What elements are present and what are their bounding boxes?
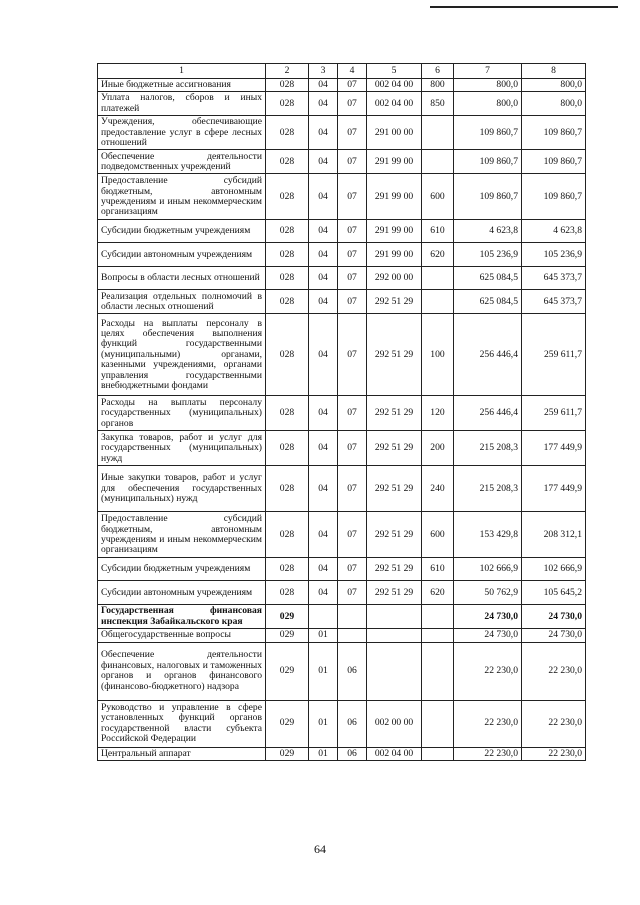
cell-section: 04 (309, 267, 338, 290)
cell-expense-type: 600 (422, 174, 454, 220)
cell-target-article: 291 00 00 (367, 116, 422, 150)
table-row (98, 431, 586, 466)
cell-expense-type: 610 (422, 220, 454, 243)
cell-name: Центральный аппарат (98, 747, 266, 760)
cell-amount-year1: 50 762,9 (454, 581, 522, 605)
cell-amount-year2: 22 230,0 (522, 700, 586, 747)
cell-subsection: 07 (338, 466, 367, 512)
cell-expense-type (422, 116, 454, 150)
cell-target-article: 002 00 00 (367, 700, 422, 747)
cell-amount-year2: 4 623,8 (522, 220, 586, 243)
cell-target-article: 291 99 00 (367, 150, 422, 174)
cell-amount-year2: 109 860,7 (522, 116, 586, 150)
cell-target-article: 002 04 00 (367, 92, 422, 116)
cell-section: 04 (309, 512, 338, 558)
budget-table (97, 63, 586, 761)
cell-expense-type: 600 (422, 512, 454, 558)
cell-subsection: 07 (338, 558, 367, 581)
cell-subsection: 06 (338, 747, 367, 760)
cell-expense-type: 620 (422, 581, 454, 605)
cell-amount-year2: 109 860,7 (522, 174, 586, 220)
cell-target-article: 292 51 29 (367, 512, 422, 558)
cell-name: Иные бюджетные ассигнования (98, 79, 266, 92)
cell-target-article: 292 51 29 (367, 581, 422, 605)
cell-amount-year2: 105 236,9 (522, 243, 586, 267)
cell-amount-year1: 105 236,9 (454, 243, 522, 267)
cell-subsection: 07 (338, 431, 367, 466)
table-row (98, 116, 586, 150)
cell-target-article: 002 04 00 (367, 79, 422, 92)
cell-section: 04 (309, 79, 338, 92)
header-cell: 4 (338, 64, 367, 79)
cell-expense-type (422, 267, 454, 290)
cell-amount-year1: 800,0 (454, 79, 522, 92)
cell-admin-code: 029 (266, 700, 309, 747)
cell-amount-year1: 256 446,4 (454, 314, 522, 396)
header-cell: 3 (309, 64, 338, 79)
cell-admin-code: 028 (266, 431, 309, 466)
table-row (98, 396, 586, 431)
cell-expense-type: 610 (422, 558, 454, 581)
cell-amount-year2: 22 230,0 (522, 642, 586, 700)
table-row (98, 605, 586, 629)
cell-expense-type: 240 (422, 466, 454, 512)
cell-admin-code: 028 (266, 396, 309, 431)
cell-target-article: 292 51 29 (367, 290, 422, 314)
cell-name: Обеспечение деятельности подведомственных учреждений (98, 150, 266, 174)
cell-expense-type (422, 605, 454, 629)
cell-amount-year1: 22 230,0 (454, 700, 522, 747)
table-row (98, 747, 586, 760)
cell-section: 04 (309, 558, 338, 581)
cell-section: 01 (309, 642, 338, 700)
cell-amount-year1: 22 230,0 (454, 747, 522, 760)
cell-amount-year1: 625 084,5 (454, 267, 522, 290)
cell-target-article: 292 51 29 (367, 314, 422, 396)
table-row (98, 700, 586, 747)
table-row (98, 79, 586, 92)
table-row (98, 290, 586, 314)
cell-amount-year2: 800,0 (522, 79, 586, 92)
cell-amount-year1: 24 730,0 (454, 605, 522, 629)
cell-admin-code: 029 (266, 747, 309, 760)
cell-admin-code: 028 (266, 92, 309, 116)
cell-expense-type (422, 747, 454, 760)
header-row (98, 64, 586, 79)
cell-amount-year2: 208 312,1 (522, 512, 586, 558)
header-cell: 8 (522, 64, 586, 79)
cell-amount-year1: 102 666,9 (454, 558, 522, 581)
table-row (98, 92, 586, 116)
cell-admin-code: 028 (266, 558, 309, 581)
cell-name: Учреждения, обеспечивающие предоставление услуг в сфере лесных отношений (98, 116, 266, 150)
cell-target-article (367, 605, 422, 629)
table-row (98, 642, 586, 700)
cell-subsection: 06 (338, 700, 367, 747)
cell-target-article: 292 51 29 (367, 558, 422, 581)
table-row (98, 243, 586, 267)
cell-subsection (338, 629, 367, 642)
cell-name: Закупка товаров, работ и услуг для государственных (муниципальных) нужд (98, 431, 266, 466)
header-cell: 1 (98, 64, 266, 79)
table-row (98, 174, 586, 220)
cell-name: Обеспечение деятельности финансовых, налоговых и таможенных органов и органов финансового (финансово-бюджетного) надзора (98, 642, 266, 700)
cell-section: 04 (309, 581, 338, 605)
table-row (98, 581, 586, 605)
cell-admin-code: 028 (266, 314, 309, 396)
table-row (98, 220, 586, 243)
cell-amount-year2: 105 645,2 (522, 581, 586, 605)
cell-expense-type: 120 (422, 396, 454, 431)
cell-amount-year1: 215 208,3 (454, 431, 522, 466)
cell-admin-code: 028 (266, 581, 309, 605)
cell-admin-code: 029 (266, 605, 309, 629)
cell-admin-code: 028 (266, 116, 309, 150)
cell-amount-year2: 177 449,9 (522, 466, 586, 512)
table-row (98, 267, 586, 290)
cell-amount-year2: 645 373,7 (522, 290, 586, 314)
cell-admin-code: 029 (266, 629, 309, 642)
cell-target-article: 292 51 29 (367, 431, 422, 466)
cell-subsection: 07 (338, 314, 367, 396)
cell-subsection: 07 (338, 116, 367, 150)
header-cell: 5 (367, 64, 422, 79)
cell-target-article: 291 99 00 (367, 220, 422, 243)
cell-subsection: 07 (338, 220, 367, 243)
cell-subsection: 07 (338, 92, 367, 116)
cell-name: Субсидии автономным учреждениям (98, 581, 266, 605)
table-row (98, 629, 586, 642)
cell-section: 01 (309, 700, 338, 747)
cell-amount-year1: 256 446,4 (454, 396, 522, 431)
cell-section: 04 (309, 92, 338, 116)
cell-section: 04 (309, 396, 338, 431)
cell-amount-year2: 259 611,7 (522, 396, 586, 431)
cell-section: 04 (309, 116, 338, 150)
cell-subsection: 06 (338, 642, 367, 700)
header-cell: 2 (266, 64, 309, 79)
cell-name: Предоставление субсидий бюджетным, автономным учреждениям и иным некоммерческим организациям (98, 174, 266, 220)
cell-amount-year2: 102 666,9 (522, 558, 586, 581)
header-cell: 7 (454, 64, 522, 79)
cell-section: 04 (309, 243, 338, 267)
cell-subsection: 07 (338, 581, 367, 605)
cell-amount-year1: 109 860,7 (454, 150, 522, 174)
cell-subsection: 07 (338, 150, 367, 174)
cell-amount-year2: 24 730,0 (522, 605, 586, 629)
cell-expense-type (422, 642, 454, 700)
cell-amount-year2: 177 449,9 (522, 431, 586, 466)
cell-name: Субсидии автономным учреждениям (98, 243, 266, 267)
cell-admin-code: 028 (266, 220, 309, 243)
cell-section: 04 (309, 314, 338, 396)
cell-admin-code: 028 (266, 512, 309, 558)
cell-section (309, 605, 338, 629)
cell-name: Реализация отдельных полномочий в области лесных отношений (98, 290, 266, 314)
cell-section: 01 (309, 747, 338, 760)
cell-amount-year2: 259 611,7 (522, 314, 586, 396)
cell-subsection: 07 (338, 243, 367, 267)
cell-admin-code: 029 (266, 642, 309, 700)
cell-amount-year1: 215 208,3 (454, 466, 522, 512)
cell-name: Руководство и управление в сфере установленных функций органов государственной власти субъекта Российской Федерации (98, 700, 266, 747)
cell-section: 01 (309, 629, 338, 642)
cell-name: Общегосударственные вопросы (98, 629, 266, 642)
cell-subsection: 07 (338, 396, 367, 431)
cell-target-article: 291 99 00 (367, 243, 422, 267)
cell-expense-type: 100 (422, 314, 454, 396)
cell-section: 04 (309, 290, 338, 314)
table-row (98, 558, 586, 581)
cell-target-article (367, 642, 422, 700)
cell-name: Иные закупки товаров, работ и услуг для обеспечения государственных (муниципальных) нужд (98, 466, 266, 512)
cell-name: Расходы на выплаты персоналу в целях обеспечения выполнения функций государственными (муниципальными) органами, казенными учреждениями, органами управления государственными внебюджетными фондами (98, 314, 266, 396)
cell-target-article: 002 04 00 (367, 747, 422, 760)
table-row (98, 314, 586, 396)
cell-expense-type (422, 700, 454, 747)
cell-amount-year2: 800,0 (522, 92, 586, 116)
cell-name: Субсидии бюджетным учреждениям (98, 220, 266, 243)
cell-amount-year1: 109 860,7 (454, 116, 522, 150)
cell-admin-code: 028 (266, 290, 309, 314)
cell-amount-year1: 153 429,8 (454, 512, 522, 558)
cell-amount-year2: 24 730,0 (522, 629, 586, 642)
page-number: 64 (314, 842, 326, 856)
cell-section: 04 (309, 220, 338, 243)
cell-admin-code: 028 (266, 267, 309, 290)
cell-admin-code: 028 (266, 243, 309, 267)
cell-target-article: 292 51 29 (367, 466, 422, 512)
cell-amount-year1: 22 230,0 (454, 642, 522, 700)
cell-section: 04 (309, 150, 338, 174)
cell-amount-year1: 109 860,7 (454, 174, 522, 220)
cell-expense-type: 620 (422, 243, 454, 267)
table-row (98, 512, 586, 558)
cell-name: Предоставление субсидий бюджетным, автономным учреждениям и иным некоммерческим организациям (98, 512, 266, 558)
cell-name: Субсидии бюджетным учреждениям (98, 558, 266, 581)
cell-subsection (338, 605, 367, 629)
cell-expense-type (422, 290, 454, 314)
cell-expense-type: 200 (422, 431, 454, 466)
cell-name: Государственная финансовая инспекция Забайкальского края (98, 605, 266, 629)
cell-amount-year2: 22 230,0 (522, 747, 586, 760)
cell-amount-year2: 645 373,7 (522, 267, 586, 290)
cell-name: Вопросы в области лесных отношений (98, 267, 266, 290)
cell-section: 04 (309, 174, 338, 220)
cell-name: Уплата налогов, сборов и иных платежей (98, 92, 266, 116)
cell-amount-year1: 4 623,8 (454, 220, 522, 243)
cell-admin-code: 028 (266, 466, 309, 512)
cell-subsection: 07 (338, 79, 367, 92)
top-rule (430, 6, 618, 8)
cell-admin-code: 028 (266, 150, 309, 174)
cell-target-article: 292 51 29 (367, 396, 422, 431)
cell-subsection: 07 (338, 290, 367, 314)
cell-subsection: 07 (338, 267, 367, 290)
table-row (98, 466, 586, 512)
cell-admin-code: 028 (266, 174, 309, 220)
cell-target-article: 292 00 00 (367, 267, 422, 290)
cell-subsection: 07 (338, 174, 367, 220)
header-cell: 6 (422, 64, 454, 79)
cell-expense-type (422, 629, 454, 642)
cell-admin-code: 028 (266, 79, 309, 92)
cell-amount-year1: 800,0 (454, 92, 522, 116)
cell-target-article: 291 99 00 (367, 174, 422, 220)
cell-subsection: 07 (338, 512, 367, 558)
cell-expense-type: 800 (422, 79, 454, 92)
cell-target-article (367, 629, 422, 642)
cell-section: 04 (309, 466, 338, 512)
cell-expense-type: 850 (422, 92, 454, 116)
cell-name: Расходы на выплаты персоналу государственных (муниципальных) органов (98, 396, 266, 431)
cell-expense-type (422, 150, 454, 174)
table-row (98, 150, 586, 174)
cell-amount-year2: 109 860,7 (522, 150, 586, 174)
cell-amount-year1: 24 730,0 (454, 629, 522, 642)
cell-amount-year1: 625 084,5 (454, 290, 522, 314)
cell-section: 04 (309, 431, 338, 466)
